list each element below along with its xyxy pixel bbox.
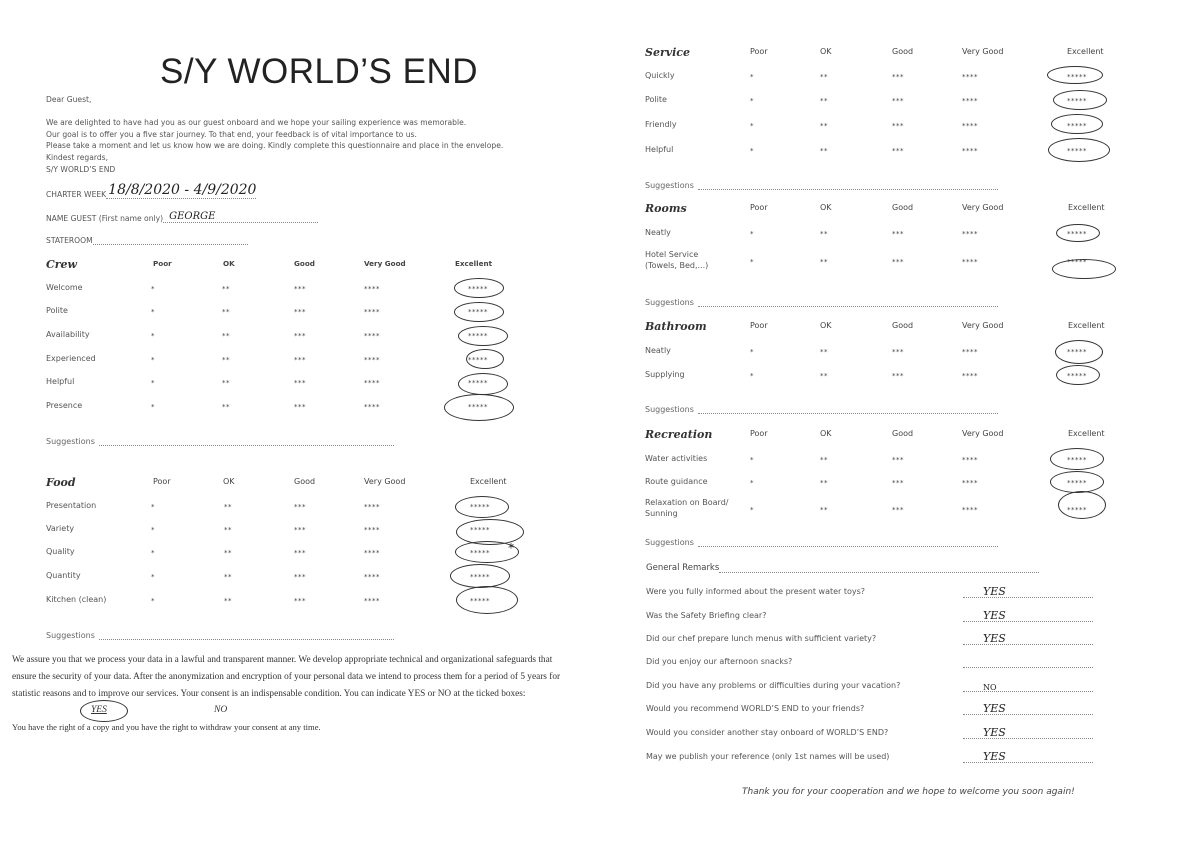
consent-no[interactable]: NO — [214, 705, 228, 715]
recreation-rating-ok[interactable]: ** — [820, 456, 828, 464]
food-rating-poor[interactable]: * — [151, 597, 155, 605]
food-header-good: Good — [294, 477, 316, 486]
service-header-good: Good — [892, 47, 914, 56]
crew-section-title: Crew — [46, 258, 78, 271]
crew-row-label: Polite — [46, 306, 68, 315]
general-remarks-label: General Remarks — [646, 563, 720, 573]
crew-rating-ok[interactable]: ** — [222, 379, 230, 387]
service-rating-excellent[interactable]: ***** — [1067, 73, 1087, 81]
food-rating-ok[interactable]: ** — [224, 573, 232, 581]
food-rating-ok[interactable]: ** — [224, 526, 232, 534]
food-rating-good[interactable]: *** — [294, 573, 306, 581]
service-rating-poor[interactable]: * — [750, 73, 754, 81]
rooms-selected-circle — [1052, 259, 1116, 279]
service-row-label: Helpful — [645, 145, 674, 154]
food-rating-very-good[interactable]: **** — [364, 573, 380, 581]
food-selected-circle — [455, 496, 509, 518]
suggestions-label: Suggestions — [645, 538, 694, 547]
crew-rating-good[interactable]: *** — [294, 403, 306, 411]
rooms-header-good: Good — [892, 203, 914, 212]
service-section-title: Service — [645, 46, 691, 59]
food-rating-good[interactable]: *** — [294, 597, 306, 605]
rooms-rating-excellent[interactable]: ***** — [1067, 230, 1087, 238]
bathroom-header-poor: Poor — [750, 321, 768, 330]
remark-answer-field[interactable] — [963, 701, 1093, 715]
crew-header-good: Good — [294, 259, 315, 268]
suggestions-label: Suggestions — [645, 405, 694, 414]
bathroom-rating-good[interactable]: *** — [892, 348, 904, 356]
recreation-selected-circle — [1050, 471, 1104, 493]
name-guest-field[interactable] — [46, 210, 318, 223]
crew-rating-poor[interactable]: * — [151, 379, 155, 387]
bathroom-rating-poor[interactable]: * — [750, 372, 754, 380]
recreation-row-label: Route guidance — [645, 477, 708, 486]
bathroom-row-label: Supplying — [645, 370, 685, 379]
crew-rating-poor[interactable]: * — [151, 356, 155, 364]
service-selected-circle — [1053, 90, 1107, 110]
recreation-rating-very-good[interactable]: **** — [962, 456, 978, 464]
remark-answer-field[interactable] — [963, 749, 1093, 763]
crew-rating-ok[interactable]: ** — [222, 285, 230, 293]
suggestions-label: Suggestions — [645, 298, 694, 307]
crew-row-label: Experienced — [46, 354, 96, 363]
recreation-rating-excellent[interactable]: ***** — [1067, 479, 1087, 487]
crew-rating-very-good[interactable]: **** — [364, 285, 380, 293]
remark-answer: YES — [983, 750, 1006, 763]
page-title: S/Y WORLD’S END — [160, 52, 479, 91]
crew-rating-good[interactable]: *** — [294, 332, 306, 340]
food-rating-very-good[interactable]: **** — [364, 503, 380, 511]
rooms-suggestions-field[interactable] — [645, 298, 998, 307]
crew-rating-poor[interactable]: * — [151, 332, 155, 340]
consent-line-1: We assure you that we process your data in a lawful and transparent manner. We develop appropriate technical and organizational safeguards that — [12, 655, 553, 665]
rooms-rating-poor[interactable]: * — [750, 230, 754, 238]
crew-header-excellent: Excellent — [455, 259, 493, 268]
remark-question: Did you have any problems or difficulties during your vacation? — [646, 681, 901, 690]
service-rating-poor[interactable]: * — [750, 97, 754, 105]
rooms-rating-very-good[interactable]: **** — [962, 230, 978, 238]
stateroom-label: STATEROOM — [46, 236, 93, 245]
crew-header-poor: Poor — [153, 259, 172, 268]
bathroom-header-very-good: Very Good — [962, 321, 1004, 330]
recreation-header-ok: OK — [820, 429, 832, 438]
crew-rating-ok[interactable]: ** — [222, 308, 230, 316]
rooms-header-excellent: Excellent — [1068, 203, 1105, 212]
charter-week-label: CHARTER WEEK — [46, 190, 107, 199]
crew-rating-good[interactable]: *** — [294, 379, 306, 387]
rooms-rating-good[interactable]: *** — [892, 258, 904, 266]
service-row-label: Quickly — [645, 71, 675, 80]
food-rating-good[interactable]: *** — [294, 503, 306, 511]
remark-answer-field[interactable] — [963, 654, 1093, 668]
food-rating-excellent[interactable]: ***** — [470, 526, 490, 534]
handwritten-asterisk: * — [508, 541, 514, 555]
crew-rating-excellent[interactable]: ***** — [468, 403, 488, 411]
service-rating-very-good[interactable]: **** — [962, 97, 978, 105]
remark-answer: YES — [983, 585, 1006, 598]
recreation-rating-poor[interactable]: * — [750, 506, 754, 514]
food-rating-good[interactable]: *** — [294, 549, 306, 557]
service-rating-good[interactable]: *** — [892, 122, 904, 130]
recreation-row-label: Water activities — [645, 454, 708, 463]
thank-you-note: Thank you for your cooperation and we hope to welcome you soon again! — [742, 787, 1075, 797]
service-rating-ok[interactable]: ** — [820, 73, 828, 81]
crew-selected-circle — [444, 394, 514, 421]
crew-rating-ok[interactable]: ** — [222, 356, 230, 364]
service-header-ok: OK — [820, 47, 832, 56]
food-selected-circle — [450, 564, 510, 588]
remark-answer: YES — [983, 702, 1006, 715]
recreation-header-good: Good — [892, 429, 914, 438]
recreation-selected-circle — [1058, 491, 1106, 519]
rooms-rating-very-good[interactable]: **** — [962, 258, 978, 266]
food-header-very-good: Very Good — [364, 477, 406, 486]
service-header-excellent: Excellent — [1067, 47, 1104, 56]
remark-answer: NO — [983, 683, 997, 692]
crew-row-label: Welcome — [46, 283, 83, 292]
crew-header-very-good: Very Good — [364, 259, 406, 268]
crew-rating-very-good[interactable]: **** — [364, 308, 380, 316]
charter-week-field[interactable] — [46, 184, 256, 199]
remark-answer-field[interactable] — [963, 725, 1093, 739]
food-rating-excellent[interactable]: ***** — [470, 597, 490, 605]
recreation-rating-ok[interactable]: ** — [820, 479, 828, 487]
service-rating-poor[interactable]: * — [750, 147, 754, 155]
closing: Kindest regards, — [46, 153, 109, 162]
crew-rating-very-good[interactable]: **** — [364, 379, 380, 387]
rooms-rating-poor[interactable]: * — [750, 258, 754, 266]
service-selected-circle — [1051, 114, 1103, 134]
greeting: Dear Guest, — [46, 95, 92, 104]
food-rating-ok[interactable]: ** — [224, 549, 232, 557]
recreation-header-poor: Poor — [750, 429, 768, 438]
rooms-rating-excellent[interactable]: ***** — [1067, 258, 1087, 266]
recreation-rating-poor[interactable]: * — [750, 479, 754, 487]
food-rating-ok[interactable]: ** — [224, 503, 232, 511]
food-rating-very-good[interactable]: **** — [364, 526, 380, 534]
recreation-rating-ok[interactable]: ** — [820, 506, 828, 514]
recreation-section-title: Recreation — [645, 428, 713, 441]
name-guest-label: NAME GUEST (First name only) — [46, 214, 164, 223]
charter-week-value: 18/8/2020 - 4/9/2020 — [108, 182, 257, 198]
crew-rating-poor[interactable]: * — [151, 308, 155, 316]
rooms-row-label: Hotel Service (Towels, Bed,...) — [645, 250, 709, 270]
crew-selected-circle — [454, 302, 504, 322]
service-rating-very-good[interactable]: **** — [962, 73, 978, 81]
food-rating-excellent[interactable]: ***** — [470, 573, 490, 581]
crew-rating-good[interactable]: *** — [294, 356, 306, 364]
crew-selected-circle — [458, 326, 508, 346]
crew-rating-ok[interactable]: ** — [222, 332, 230, 340]
remark-question: May we publish your reference (only 1st names will be used) — [646, 752, 890, 761]
crew-rating-excellent[interactable]: ***** — [468, 379, 488, 387]
remark-question: Would you recommend WORLD’S END to your friends? — [646, 704, 865, 713]
service-row-label: Friendly — [645, 120, 677, 129]
crew-rating-very-good[interactable]: **** — [364, 403, 380, 411]
recreation-header-very-good: Very Good — [962, 429, 1004, 438]
bathroom-rating-poor[interactable]: * — [750, 348, 754, 356]
crew-row-label: Availability — [46, 330, 90, 339]
intro-line-3: Please take a moment and let us know how we are doing. Kindly complete this questionnaire and place in the envelope. — [46, 141, 504, 150]
suggestions-label: Suggestions — [645, 181, 694, 190]
bathroom-rating-very-good[interactable]: **** — [962, 372, 978, 380]
rooms-rating-ok[interactable]: ** — [820, 230, 828, 238]
bathroom-rating-very-good[interactable]: **** — [962, 348, 978, 356]
remark-answer-field[interactable] — [963, 584, 1093, 598]
food-rating-excellent[interactable]: ***** — [470, 549, 490, 557]
service-suggestions-field[interactable] — [645, 181, 998, 190]
bathroom-selected-circle — [1056, 365, 1100, 385]
consent-yes-circle[interactable] — [80, 700, 128, 722]
recreation-selected-circle — [1050, 448, 1104, 470]
food-rating-poor[interactable]: * — [151, 526, 155, 534]
crew-selected-circle — [466, 349, 504, 369]
service-rating-good[interactable]: *** — [892, 147, 904, 155]
crew-row-label: Presence — [46, 401, 83, 410]
recreation-rating-very-good[interactable]: **** — [962, 479, 978, 487]
remark-answer-field[interactable] — [963, 678, 1093, 692]
service-rating-good[interactable]: *** — [892, 97, 904, 105]
crew-suggestions-field[interactable] — [46, 437, 394, 446]
bathroom-row-label: Neatly — [645, 346, 671, 355]
food-rating-very-good[interactable]: **** — [364, 549, 380, 557]
bathroom-rating-excellent[interactable]: ***** — [1067, 348, 1087, 356]
intro-line-2: Our goal is to offer you a five star journey. To that end, your feedback is of vital importance to us. — [46, 130, 417, 139]
signature: S/Y WORLD’S END — [46, 165, 116, 174]
service-rating-very-good[interactable]: **** — [962, 122, 978, 130]
bathroom-rating-good[interactable]: *** — [892, 372, 904, 380]
consent-line-3: statistic reasons and to improve our services. Your consent is an indispensable condition. You can indicate YES or NO at the ticked boxes: — [12, 689, 526, 699]
bathroom-section-title: Bathroom — [645, 320, 707, 333]
crew-header-ok: OK — [223, 259, 235, 268]
crew-rating-poor[interactable]: * — [151, 285, 155, 293]
service-rating-poor[interactable]: * — [750, 122, 754, 130]
food-suggestions-field[interactable] — [46, 631, 394, 640]
crew-rating-excellent[interactable]: ***** — [468, 308, 488, 316]
service-rating-excellent[interactable]: ***** — [1067, 97, 1087, 105]
service-header-poor: Poor — [750, 47, 768, 56]
rooms-rating-ok[interactable]: ** — [820, 258, 828, 266]
food-section-title: Food — [46, 476, 76, 489]
food-selected-circle — [456, 586, 518, 614]
recreation-rating-good[interactable]: *** — [892, 456, 904, 464]
recreation-header-excellent: Excellent — [1068, 429, 1105, 438]
consent-line-4: You have the right of a copy and you have the right to withdraw your consent at any time. — [12, 722, 321, 732]
service-rating-excellent[interactable]: ***** — [1067, 122, 1087, 130]
crew-rating-good[interactable]: *** — [294, 285, 306, 293]
remark-answer-field[interactable] — [963, 608, 1093, 622]
remark-answer: YES — [983, 632, 1006, 645]
crew-selected-circle — [458, 373, 508, 395]
food-rating-good[interactable]: *** — [294, 526, 306, 534]
crew-rating-ok[interactable]: ** — [222, 403, 230, 411]
service-rating-ok[interactable]: ** — [820, 122, 828, 130]
service-row-label: Polite — [645, 95, 667, 104]
recreation-suggestions-field[interactable] — [645, 538, 998, 547]
consent-yes: YES — [91, 705, 107, 715]
food-header-ok: OK — [223, 477, 235, 486]
remark-question: Were you fully informed about the present water toys? — [646, 587, 866, 596]
rooms-row-label: Neatly — [645, 228, 671, 237]
food-rating-excellent[interactable]: ***** — [470, 503, 490, 511]
service-rating-ok[interactable]: ** — [820, 147, 828, 155]
crew-selected-circle — [454, 278, 504, 298]
stateroom-field[interactable] — [46, 235, 248, 245]
crew-rating-excellent[interactable]: ***** — [468, 285, 488, 293]
food-rating-poor[interactable]: * — [151, 573, 155, 581]
remark-question: Did our chef prepare lunch menus with sufficient variety? — [646, 634, 877, 643]
food-rating-very-good[interactable]: **** — [364, 597, 380, 605]
crew-rating-poor[interactable]: * — [151, 403, 155, 411]
remark-question: Did you enjoy our afternoon snacks? — [646, 657, 793, 666]
recreation-rating-good[interactable]: *** — [892, 479, 904, 487]
rooms-rating-good[interactable]: *** — [892, 230, 904, 238]
bathroom-suggestions-field[interactable] — [645, 405, 998, 414]
food-header-excellent: Excellent — [470, 477, 507, 486]
recreation-rating-good[interactable]: *** — [892, 506, 904, 514]
bathroom-header-ok: OK — [820, 321, 832, 330]
consent-line-2: ensure the security of your data. After the anonymization and encryption of your personal data we intend to process them for a period of 5 years for — [12, 672, 561, 682]
service-rating-good[interactable]: *** — [892, 73, 904, 81]
crew-row-label: Helpful — [46, 377, 75, 386]
rooms-header-ok: OK — [820, 203, 832, 212]
crew-rating-very-good[interactable]: **** — [364, 356, 380, 364]
crew-rating-good[interactable]: *** — [294, 308, 306, 316]
recreation-rating-very-good[interactable]: **** — [962, 506, 978, 514]
food-rating-ok[interactable]: ** — [224, 597, 232, 605]
service-rating-excellent[interactable]: ***** — [1067, 147, 1087, 155]
service-selected-circle — [1047, 66, 1103, 84]
food-rating-poor[interactable]: * — [151, 503, 155, 511]
food-rating-poor[interactable]: * — [151, 549, 155, 557]
intro-line-1: We are delighted to have had you as our guest onboard and we hope your sailing experience was memorable. — [46, 118, 467, 127]
food-row-label: Quantity — [46, 571, 81, 580]
bathroom-rating-ok[interactable]: ** — [820, 348, 828, 356]
service-selected-circle — [1048, 138, 1110, 162]
suggestions-label: Suggestions — [46, 437, 95, 446]
food-header-poor: Poor — [153, 477, 171, 486]
rooms-section-title: Rooms — [645, 202, 687, 215]
crew-rating-very-good[interactable]: **** — [364, 332, 380, 340]
recreation-rating-poor[interactable]: * — [750, 456, 754, 464]
recreation-row-label: Relaxation on Board/ Sunning — [645, 498, 729, 518]
bathroom-selected-circle — [1055, 340, 1103, 364]
crew-rating-excellent[interactable]: ***** — [468, 356, 488, 364]
bathroom-header-good: Good — [892, 321, 914, 330]
service-rating-ok[interactable]: ** — [820, 97, 828, 105]
food-row-label: Variety — [46, 524, 75, 533]
remark-answer-field[interactable] — [963, 631, 1093, 645]
recreation-rating-excellent[interactable]: ***** — [1067, 506, 1087, 514]
rooms-selected-circle — [1056, 224, 1100, 242]
rooms-header-very-good: Very Good — [962, 203, 1004, 212]
bathroom-rating-ok[interactable]: ** — [820, 372, 828, 380]
suggestions-label: Suggestions — [46, 631, 95, 640]
remark-question: Would you consider another stay onboard of WORLD’S END? — [646, 728, 889, 737]
remark-answer: YES — [983, 726, 1006, 739]
remark-question: Was the Safety Briefing clear? — [646, 611, 767, 620]
bathroom-header-excellent: Excellent — [1068, 321, 1105, 330]
recreation-rating-excellent[interactable]: ***** — [1067, 456, 1087, 464]
remark-answer: YES — [983, 609, 1006, 622]
service-header-very-good: Very Good — [962, 47, 1004, 56]
food-row-label: Quality — [46, 547, 75, 556]
food-row-label: Presentation — [46, 501, 97, 510]
name-guest-value: GEORGE — [169, 211, 216, 222]
food-row-label: Kitchen (clean) — [46, 595, 107, 604]
general-remarks-field[interactable] — [646, 563, 1039, 573]
rooms-header-poor: Poor — [750, 203, 768, 212]
bathroom-rating-excellent[interactable]: ***** — [1067, 372, 1087, 380]
service-rating-very-good[interactable]: **** — [962, 147, 978, 155]
crew-rating-excellent[interactable]: ***** — [468, 332, 488, 340]
